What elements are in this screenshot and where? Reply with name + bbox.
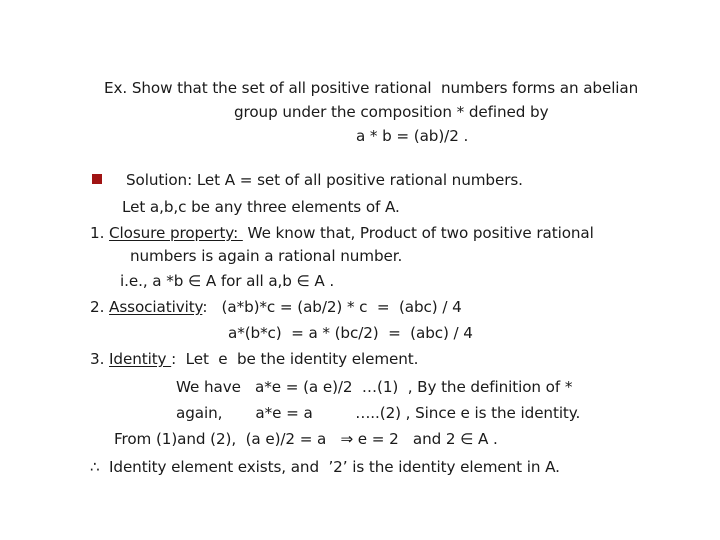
example-line-1: Ex. Show that the set of all positive rational numbers forms an abelian <box>104 79 639 97</box>
identity-title: Identity <box>109 350 172 368</box>
assoc-number: 2. <box>90 298 110 316</box>
closure-cont: numbers is again a rational number. <box>130 247 403 265</box>
identity-line-3: again, a*e = a …..(2) , Since e is the identity. <box>176 404 581 422</box>
solution-intro: Solution: Let A = set of all positive rational numbers. <box>126 171 523 189</box>
identity-line-1 <box>90 349 418 369</box>
identity-text: : Let e be the identity element. <box>171 350 419 368</box>
solution-let-line: Let a,b,c be any three elements of A. <box>122 198 400 216</box>
closure-line <box>90 223 594 243</box>
assoc-text: : (a*b)*c = (ab/2) * c = (abc) / 4 <box>202 298 462 316</box>
assoc-line-1 <box>90 297 462 317</box>
identity-number: 3. <box>90 350 110 368</box>
closure-number: 1. <box>90 224 110 242</box>
identity-conclusion: ∴ Identity element exists, and ’2’ is the identity element in A. <box>90 458 560 476</box>
example-line-2: group under the composition * defined by <box>234 103 549 121</box>
assoc-title: Associativity <box>109 298 203 316</box>
identity-line-4: From (1)and (2), (a e)/2 = a ⇒ e = 2 and 2 ∈ A . <box>114 430 498 448</box>
closure-text: We know that, Product of two positive rational <box>242 224 594 242</box>
assoc-line-2: a*(b*c) = a * (bc/2) = (abc) / 4 <box>228 324 473 342</box>
closure-ie: i.e., a *b ∈ A for all a,b ∈ A . <box>120 272 335 290</box>
closure-title: Closure property: <box>109 224 243 242</box>
example-line-3: a * b = (ab)/2 . <box>356 127 469 145</box>
bullet-icon <box>92 174 102 184</box>
identity-line-2: We have a*e = (a e)/2 …(1) , By the definition of * <box>176 378 573 396</box>
